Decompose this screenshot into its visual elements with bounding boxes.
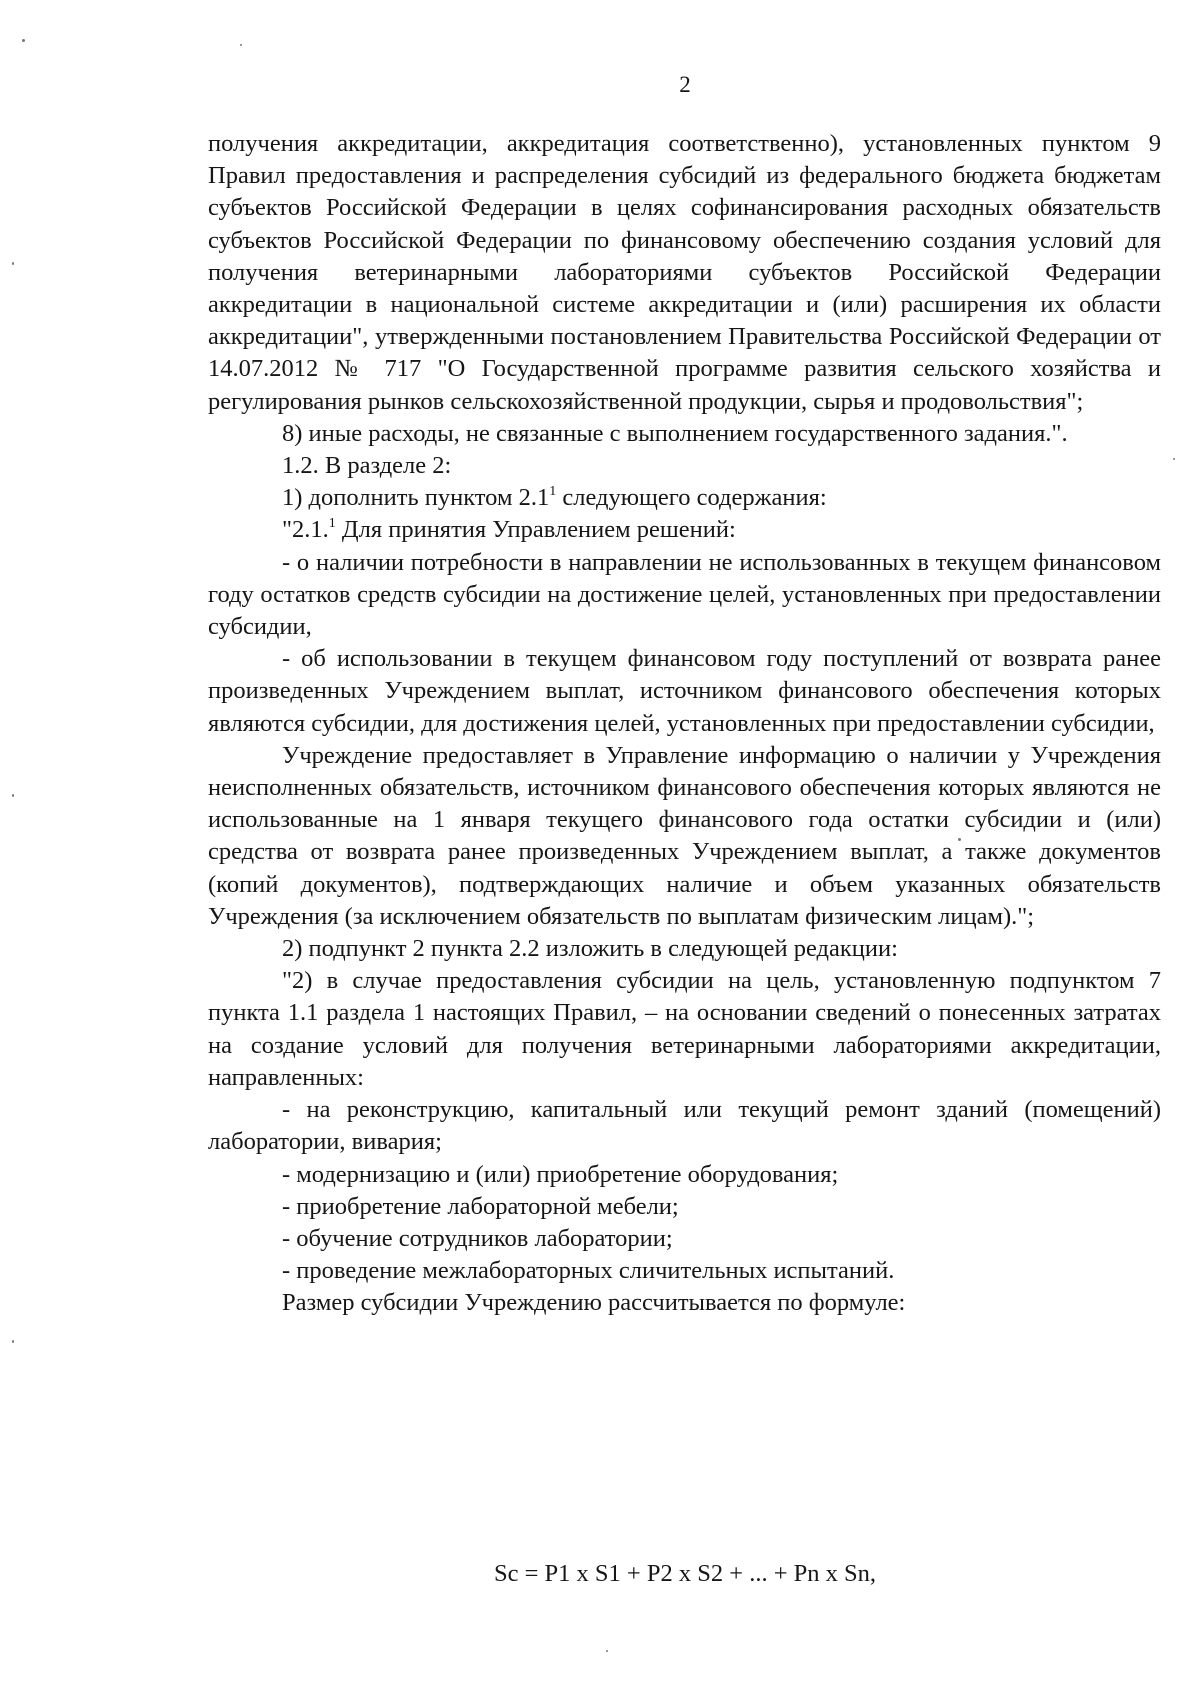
scan-speck: [240, 44, 242, 46]
clause-number: "2.1.: [282, 516, 329, 544]
scan-speck: [606, 1650, 608, 1652]
paragraph-section-heading: 1.2. В разделе 2:: [282, 452, 452, 480]
paragraph-bullet: - об использовании в текущем финансовом году поступлений от возврата ранее произведенных Учреждением выплат, источником финансового обеспечения которых являются субсидии, для достижения целей, установленных при предоставлении субсидии,: [208, 645, 1161, 737]
subsidy-formula: Sc = P1 x S1 + P2 x S2 + ... + Pn x Sn,: [493, 1560, 877, 1587]
paragraph-bullet: - о наличии потребности в направлении не использованных в текущем финансовом году остатков средств субсидии на достижение целей, установленных при предоставлении субсидии,: [208, 548, 1161, 641]
scan-speck: [1173, 458, 1175, 460]
paragraph-bullet: - обучение сотрудников лаборатории;: [282, 1224, 673, 1252]
paragraph-bullet: - проведение межлабораторных сличительных испытаний.: [282, 1257, 895, 1285]
paragraph-new-subclause-2: "2) в случае предоставления субсидии на цель, установленную подпунктом 7 пункта 1.1 раздела 1 настоящих Правил, – на основании сведений о понесенных затратах на создание условий для получения ветеринарными лабораториями аккредитации, направленных:: [208, 967, 1161, 1091]
superscript-mark: 1: [328, 516, 336, 532]
scan-speck: [22, 39, 25, 42]
amendment-1-text-end: следующего содержания:: [556, 484, 827, 512]
paragraph-institution-info: Учреждение предоставляет в Управление информацию о наличии у Учреждения неисполненных обязательств, источником финансового обеспечения которых являются не использованные на 1 января текущего финансового года остатки субсидии и (или) средства от возврата ранее произведенных Учреждением выплат, а также документов (копий документов), подтверждающих наличие и объем указанных обязательств Учреждения (за исключением обязательств по выплатам физическим лицам).";: [208, 741, 1161, 930]
superscript-mark: 1: [549, 484, 557, 500]
clause-text: Для принятия Управлением решений:: [335, 516, 736, 544]
amendment-1-text: 1) дополнить пунктом 2.1: [282, 484, 550, 512]
paragraph-bullet: - приобретение лабораторной мебели;: [282, 1192, 679, 1220]
scan-speck: [12, 794, 14, 797]
paragraph-continuation: получения аккредитации, аккредитация соответственно), установленных пунктом 9 Правил предоставления и распределения субсидий из федерального бюджета бюджетам субъектов Российской Федерации в целях софинансирования расходных обязательств субъектов Российской Федерации по финансовому обеспечению создания условий для получения ветеринарными лабораториями субъектов Российской Федерации аккредитации в национальной системе аккредитации и (или) расширения их области аккредитации", утвержденными постановлением Правительства Российской Федерации от 14.07.2012 № 717 "О Государственной программе развития сельского хозяйства и регулирования рынков сельскохозяйственной продукции, сырья и продовольствия";: [208, 130, 1161, 415]
scan-speck: [12, 1340, 14, 1343]
page-number: 2: [679, 72, 691, 97]
paragraph-amendment-1: [208, 482, 1161, 514]
paragraph-clause-2-1-1: [208, 514, 1161, 546]
scan-speck: [12, 262, 14, 265]
paragraph-bullet: - модернизацию и (или) приобретение оборудования;: [282, 1160, 839, 1188]
paragraph-bullet: - на реконструкцию, капитальный или текущий ремонт зданий (помещений) лаборатории, вивария;: [208, 1096, 1161, 1156]
paragraph-item-8: 8) иные расходы, не связанные с выполнением государственного задания.".: [282, 419, 1068, 447]
document-body: [208, 128, 1161, 1320]
paragraph-formula-intro: Размер субсидии Учреждению рассчитывается по формуле:: [282, 1289, 906, 1317]
paragraph-amendment-2: 2) подпункт 2 пункта 2.2 изложить в следующей редакции:: [282, 935, 898, 963]
